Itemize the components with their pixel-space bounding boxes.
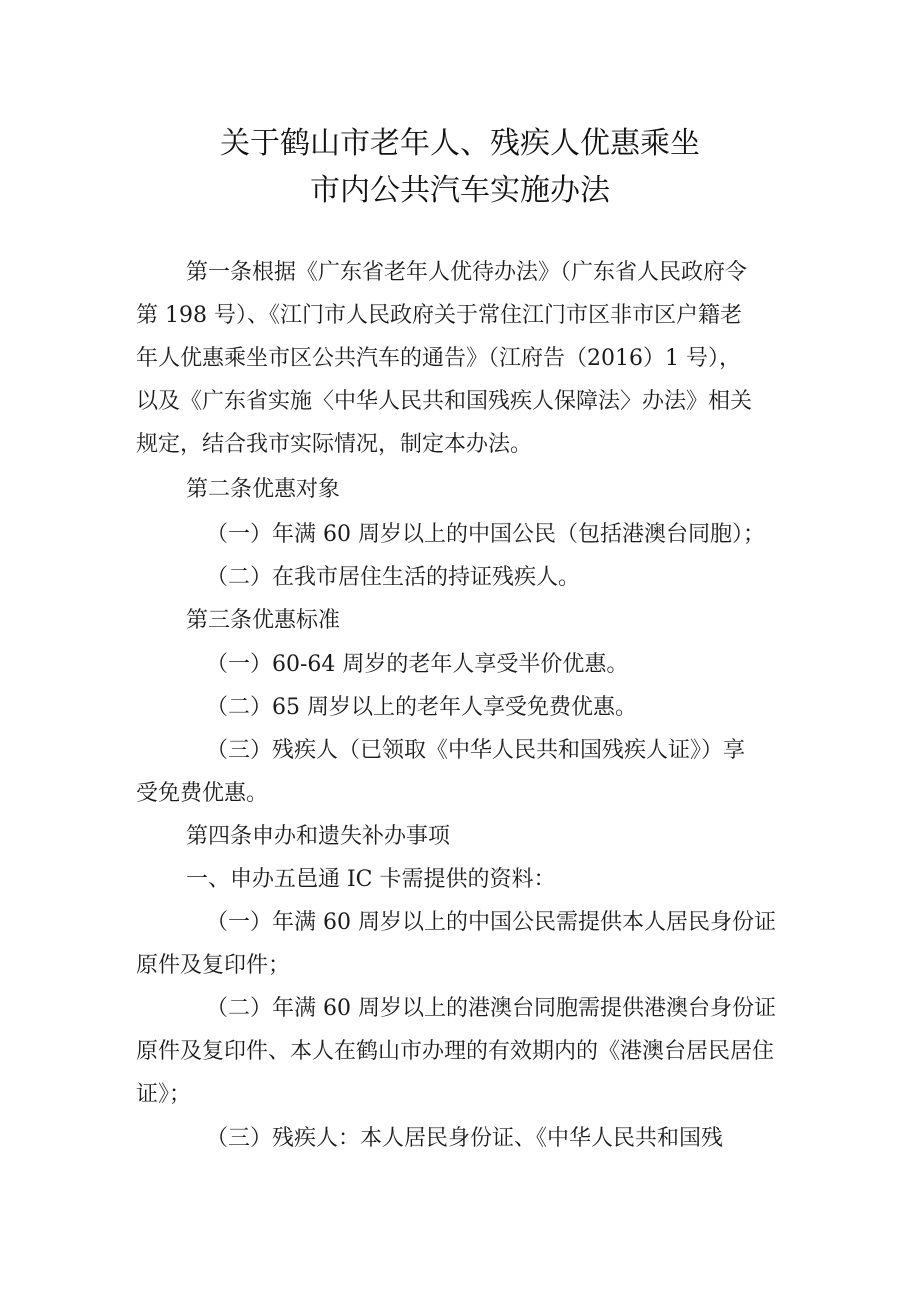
body-line: （二）65 周岁以上的老年人享受免费优惠。 — [206, 695, 637, 720]
body-line: 一、申办五邑通 IC 卡需提供的资料： — [186, 867, 556, 892]
body-line: 年人优惠乘坐市区公共汽车的通告》（江府告（2016）1 号）， — [136, 346, 741, 371]
body-line: 受免费优惠。 — [136, 781, 269, 806]
body-line: 原件及复印件、本人在鹤山市办理的有效期内的《港澳台居民居住 — [136, 1039, 775, 1064]
document-title-line-2: 市内公共汽车实施办法 — [310, 173, 610, 208]
body-line: （一）60-64 周岁的老年人享受半价优惠。 — [206, 652, 629, 677]
body-line: （一）年满 60 周岁以上的中国公民（包括港澳台同胞）； — [206, 522, 765, 547]
body-line: （三）残疾人：本人居民身份证、《中华人民共和国残 — [206, 1126, 724, 1151]
body-line: 原件及复印件； — [136, 953, 291, 978]
body-line: 规定，结合我市实际情况，制定本办法。 — [136, 432, 533, 457]
article-heading: 第二条优惠对象 — [186, 477, 341, 502]
body-line: 第一条根据《广东省老年人优待办法》（广东省人民政府令 — [186, 260, 748, 285]
body-line: （二）年满 60 周岁以上的港澳台同胞需提供港澳台身份证 — [206, 996, 776, 1021]
body-line: （二）在我市居住生活的持证残疾人。 — [206, 565, 581, 590]
document-title-line-1: 关于鹤山市老年人、残疾人优惠乘坐 — [220, 126, 700, 161]
body-line: 以及《广东省实施〈中华人民共和国残疾人保障法〉办法》相关 — [136, 389, 753, 414]
article-heading: 第四条申办和遗失补办事项 — [186, 824, 451, 849]
body-line: （三）残疾人（已领取《中华人民共和国残疾人证》）享 — [206, 738, 746, 763]
article-heading: 第三条优惠标准 — [186, 608, 341, 633]
body-line: 证》； — [136, 1082, 192, 1107]
body-line: 第 198 号）、《江门市人民政府关于常住江门市区非市区户籍老 — [136, 303, 742, 328]
body-line: （一）年满 60 周岁以上的中国公民需提供本人居民身份证 — [206, 910, 776, 935]
